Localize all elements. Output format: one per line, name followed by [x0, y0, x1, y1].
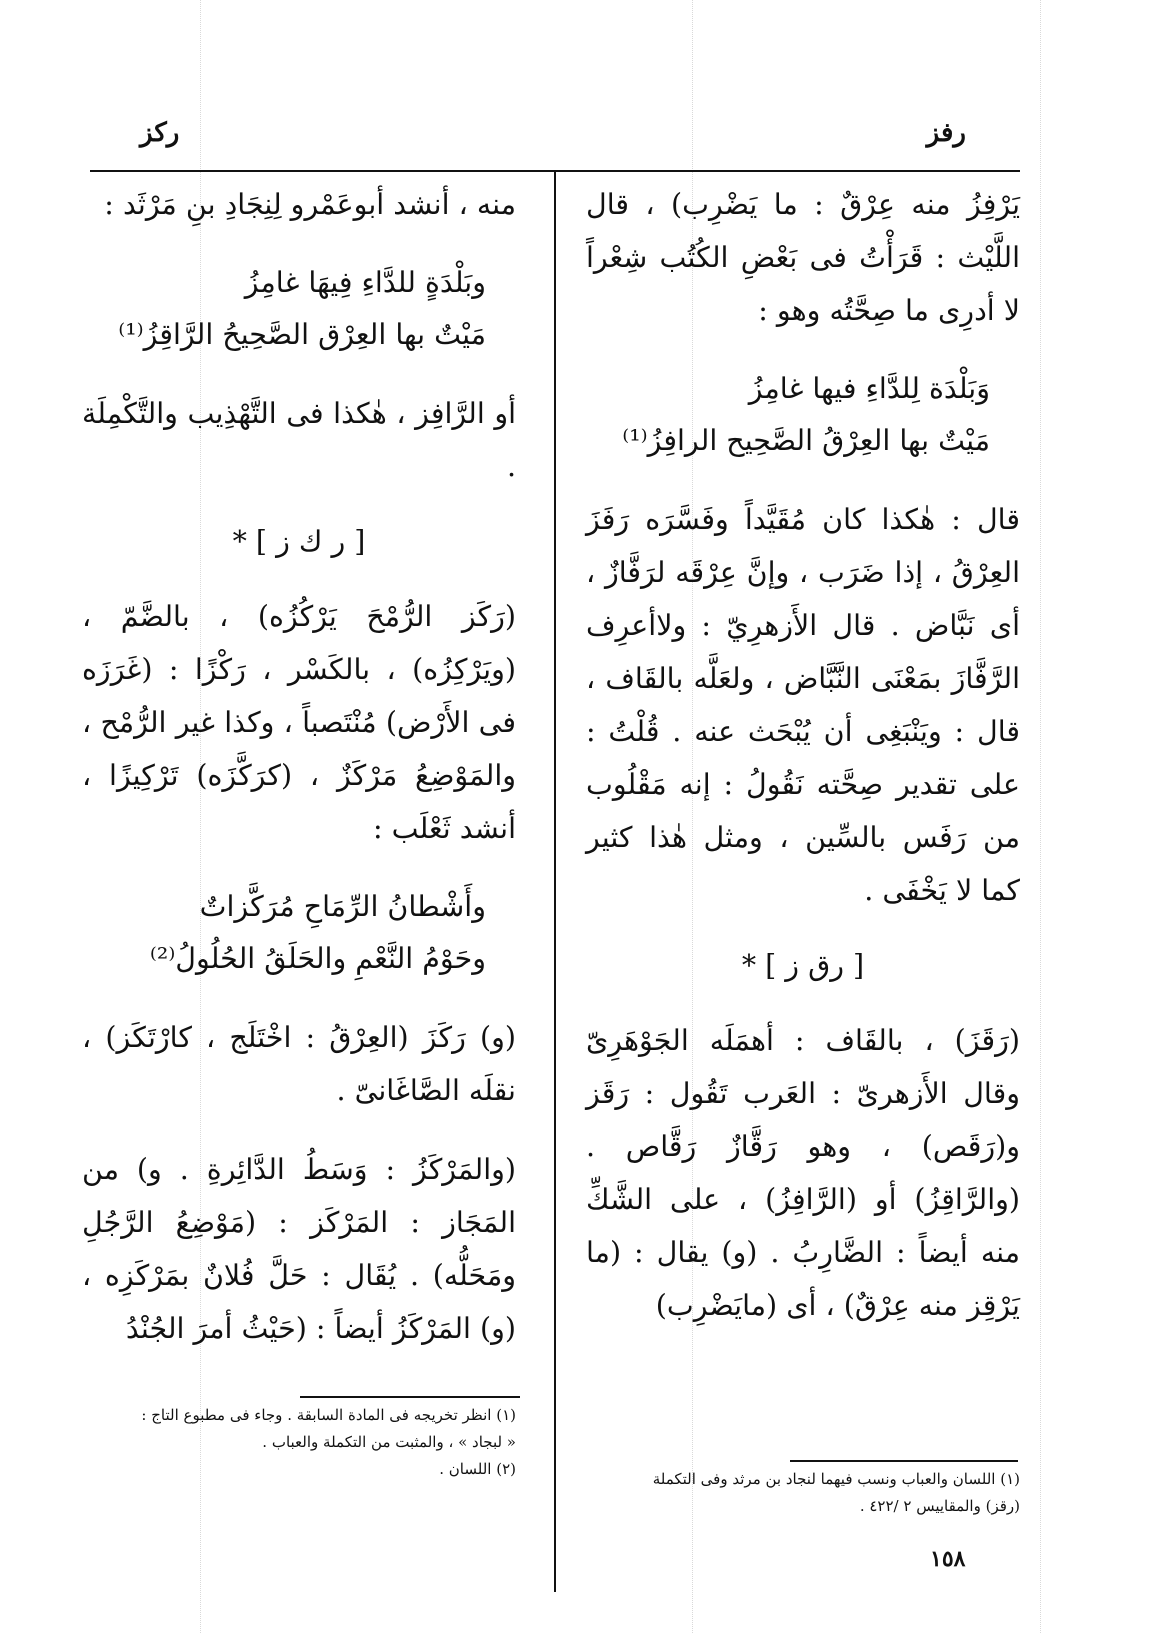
running-header-left: ركز — [140, 118, 180, 148]
paragraph: قال : هٰكذا كان مُقَيَّداً وفَسَّرَه رَفَزَ العِرْقُ ، إذا ضَرَب ، وإنَّ عِرْقَه لرَفَّازٌ ، أى نَبَّاض . قال الأَزهرِيّ : ولاأعرِف الرَّفَّازَ بمَعْنَى النَّبَّاض ، ولعَلَّه بالقَاف ، قال : ويَنْبَغِى أن يُبْحَث عنه . قُلْتُ : على تقدير صِحَّته نَقُولُ : إنه مَقْلُوب من رَفَس بالسِّين ، ومثل هٰذا كثير كما لا يَخْفَى . — [586, 503, 1020, 907]
verse-line: وَبَلْدَة لِلدَّاءِ فيها غامِزُ — [748, 372, 990, 405]
left-column — [82, 178, 516, 1355]
paragraph: أو الرَّافِز ، هٰكذا فى التَّهْذِيب والتَّكْمِلَة . — [82, 397, 516, 483]
footnote-rule — [790, 1460, 1018, 1462]
verse — [586, 363, 1020, 467]
footnotes-right — [586, 1466, 1020, 1520]
page-number: ١٥٨ — [930, 1546, 966, 1572]
paragraph: (و) رَكَزَ (العِرْقُ : اخْتَلَج ، كارْتَكَز) ، نقلَه الصَّاغَانىّ . — [82, 1021, 516, 1107]
paragraph: (رَقَزَ) ، بالقَاف : أهمَلَه الجَوْهَرِىّ وقال الأَزهرىّ : العَرب تَقُول : رَقَز و(رَقَص) ، وهو رَقَّازٌ رَقَّاص . (والرَّاقِزُ) أو (الرَّافِزُ) ، على الشَّكِّ منه أيضاً : الضَّارِبُ . (و) يقال : (ما يَرْقِز منه عِرْقٌ) ، أى (مايَضْرِب) — [586, 1024, 1020, 1322]
running-header-right: رفز — [926, 118, 966, 148]
paragraph: (والمَرْكَزُ : وَسَطُ الدَّائِرةِ . و) من المَجَاز : المَرْكَز : (مَوْضِعُ الرَّجُلِ ومَحَلُّه) . يُقَال : حَلَّ فُلانٌ بمَرْكَزِه ، (و) المَرْكَزُ أيضاً : (حَيْثُ أمرَ الجُنْدُ — [82, 1153, 516, 1345]
verse-line: مَيْتٌ بها العِرْقُ الصَّحِيح الرافِزُ⁽¹⁾ — [622, 424, 990, 457]
entry-title: [ ر ك ز ] * — [232, 525, 366, 558]
verse — [82, 257, 516, 361]
footnote: (٢) اللسان . — [439, 1460, 516, 1478]
paragraph: (رَكَز الرُّمْحَ يَرْكُزُه) ، بالضَّمّ ، (ويَرْكِزُه) ، بالكَسْر ، رَكْزًا : (غَرَزَه فى الأَرْض) مُنْتَصباً ، وكذا غير الرُّمْح ، والمَوْضِعُ مَرْكَزٌ ، (كرَكَّزَه) تَرْكِيزًا ، أنشد ثَعْلَب : — [82, 600, 516, 845]
verse-line: وحَوْمُ النَّعْمِ والحَلَقُ الحُلُولُ⁽²⁾ — [149, 942, 486, 975]
footnote: (١) اللسان والعباب ونسب فيهما لنجاد بن مرثد وفى التكملة — [652, 1470, 1020, 1488]
verse-line: مَيْتٌ بها العِرْق الصَّحِيحُ الرَّاقِزُ⁽¹⁾ — [118, 318, 486, 351]
scan-guide-line — [1040, 0, 1041, 1633]
footnote-rule — [300, 1396, 520, 1398]
column-divider — [554, 172, 556, 1592]
footnote: « لبجاد » ، والمثبت من التكملة والعباب . — [262, 1433, 516, 1451]
footnotes-left — [82, 1402, 516, 1483]
verse — [82, 881, 516, 985]
verse-line: وبَلْدَةٍ للدَّاءِ فِيهَا غامِزُ — [244, 266, 486, 299]
entry-title: [ رق ز ] * — [741, 949, 865, 982]
right-column — [586, 178, 1020, 1332]
paragraph: منه ، أنشد أبوعَمْرو لِنِجَادِ بنِ مَرْثَد : — [104, 188, 516, 221]
verse-line: وأَشْطانُ الرِّمَاحِ مُرَكَّزاتٌ — [199, 890, 486, 923]
footnote: (رقز) والمقاييس ٢ /٤٢٢ . — [859, 1497, 1020, 1515]
footnote: (١) انظر تخريجه فى المادة السابقة . وجاء فى مطبوع التاج : — [141, 1406, 516, 1424]
paragraph: يَرْفِزُ منه عِرْقٌ : ما يَضْرِب) ، قال اللَّيْث : قَرَأْتُ فى بَعْضِ الكُتُب شِعْراً لا أدرِى ما صِحَّتُه وهو : — [586, 188, 1020, 327]
